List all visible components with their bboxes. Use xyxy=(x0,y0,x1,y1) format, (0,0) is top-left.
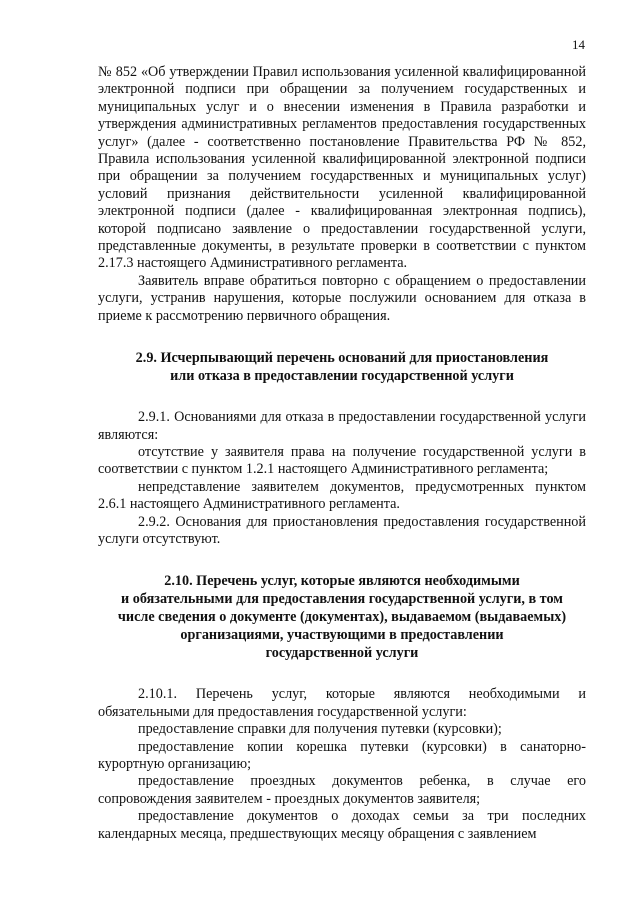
paragraph-voucher-copy: предоставление копии корешка путевки (курсовки) в санаторно-курортную организацию; xyxy=(98,738,586,772)
heading-line: или отказа в предоставлении государственной услуги xyxy=(170,368,514,385)
heading-line: 2.9. Исчерпывающий перечень оснований для приостановления xyxy=(135,350,549,367)
paragraph-reapply: Заявитель вправе обратиться повторно с обращением о предоставлении услуги, устранив нарушения, которые послужили основанием для отказа в приеме к рассмотрению первичного обращения. xyxy=(98,272,586,324)
paragraph-travel-documents: предоставление проездных документов ребенка, в случае его сопровождения заявителем - проездных документов заявителя; xyxy=(98,773,586,807)
paragraph-certificate: предоставление справки для получения путевки (курсовки); xyxy=(138,721,502,738)
paragraph-no-right: отсутствие у заявителя права на получение государственной услуги в соответствии с пунктом 1.2.1 настоящего Административного регламента; xyxy=(98,443,586,478)
heading-line: числе сведения о документе (документах), выдаваемом (выдаваемых) xyxy=(117,609,567,626)
heading-line: 2.10. Перечень услуг, которые являются необходимыми xyxy=(164,573,520,590)
heading-line: и обязательными для предоставления государственной услуги, в том xyxy=(121,591,563,608)
paragraph-2-9-1: 2.9.1. Основаниями для отказа в предоставлении государственной услуги являются: xyxy=(98,409,586,443)
paragraph-2-9-2: 2.9.2. Основания для приостановления предоставления государственной услуги отсутствуют. xyxy=(98,513,586,547)
paragraph-no-documents: непредставление заявителем документов, предусмотренных пунктом 2.6.1 настоящего Административного регламента. xyxy=(98,478,586,513)
heading-line: организациями, участвующими в предоставлении xyxy=(180,627,504,644)
document-body xyxy=(98,64,586,843)
paragraph-2-10-1: 2.10.1. Перечень услуг, которые являются необходимыми и обязательными для предоставления государственной услуги: xyxy=(98,686,586,720)
section-2-10-heading xyxy=(98,572,586,662)
page-number: 14 xyxy=(572,37,585,52)
section-2-9-heading xyxy=(98,349,586,385)
paragraph-income-documents: предоставление документов о доходах семьи за три последних календарных месяца, предшествующих месяцу обращения с заявлением xyxy=(98,808,586,842)
heading-line: государственной услуги xyxy=(265,645,419,662)
paragraph-continuation: № 852 «Об утверждении Правил использования усиленной квалифицированной электронной подписи при обращении за получением государственных и муниципальных услуг и о внесении изменения в Правила разработки и утверждения административных регламентов предоставления государственных услуг» (далее - соответственно постановление Правительства РФ № 852, Правила использования усиленной квалифицированной электронной подписи при обращении за получением государственных и муниципальных услуг) условий признания действительности усиленной квалифицированной электронной подписи (далее - квалифицированная электронная подпись), которой подписано заявление о предоставлении государственной услуги, представленные документы, в результате проверки в соответствии с пунктом 2.17.3 настоящего Административного регламента. xyxy=(98,64,586,272)
